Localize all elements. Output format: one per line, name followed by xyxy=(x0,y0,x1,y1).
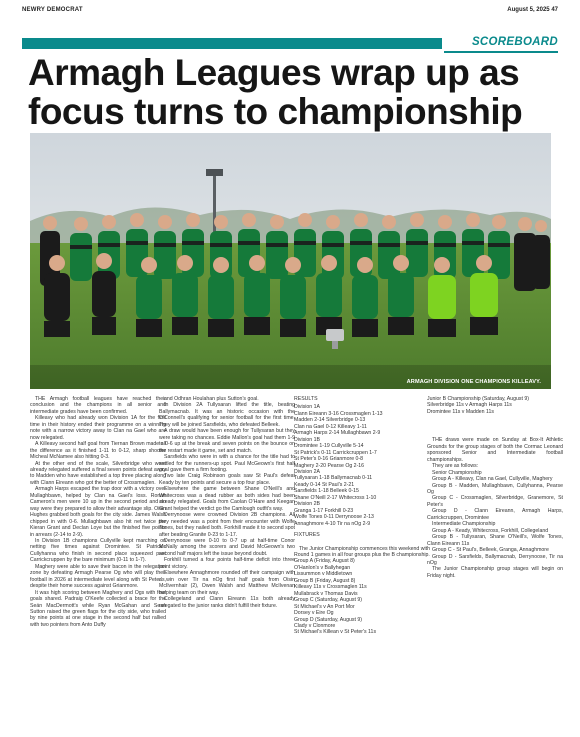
result-line: Shane O'Neill 2-17 Whitecross 1-10 xyxy=(294,494,377,501)
fixtures-list xyxy=(294,558,430,635)
publication-name: NEWRY DEMOCRAT xyxy=(22,7,83,13)
fixture-line: Killeavy 11s v Crossmaglen 11s xyxy=(294,584,367,591)
fixture-line: Group A (Friday, August 8) xyxy=(294,558,355,565)
headline: Armagh Leagues wrap up as focus turns to championship xyxy=(28,52,523,132)
article-paragraph: A draw would have been enough for Tullysaran but they were taking no chances. Eddie Mallon's goal had them 1-9 to 0-6 up at the break and seven points on the bounce on the restart made it game, set and match. xyxy=(159,428,295,454)
result-line: Keady 0-14 St Paul's 2-21 xyxy=(294,481,355,488)
fixture-line: Group D (Saturday, August 9) xyxy=(294,616,362,623)
article-paragraph: Collegeland and Clann Eireann 11s both already relegated to the junior ranks didn't fulfill their fixture. xyxy=(159,596,295,609)
result-line: Armagh Harps 2-14 Mullaghbawn 2-9 xyxy=(294,430,381,437)
result-line: Dromintee 1-19 Cullyville 5-14 xyxy=(294,443,364,450)
draws-intro: THE draws were made on Sunday at Box-It Athletic Grounds for the group stages of both the Cormac Leonard sponsored Senior and Intermediate football championships. xyxy=(427,437,563,463)
results-heading: RESULTS xyxy=(294,396,318,402)
team-photo xyxy=(30,133,551,389)
junior-b-line: Junior B Championship (Saturday, August 9) xyxy=(427,396,529,402)
article-paragraph: A Killeavy second half goal from Tiernan Brown made all the difference as it finished 1-11 to 0-12, sharp shooter Micheal McNamee also hitting 0-3. xyxy=(30,441,166,461)
section-title: SCOREBOARD xyxy=(471,36,558,48)
junior-b-line: Silverbridge 11s v Armagh Harps 11s xyxy=(427,402,512,409)
article-paragraph: Two late Craig Robinson goals saw St Paul's defeat Keady by ten points and secure a top four place. xyxy=(159,473,295,486)
draws-column xyxy=(427,396,563,579)
draws-line: Group A - Killeavy, Clan na Gael, Cullyville, Maghery xyxy=(432,476,553,483)
article-paragraph: Derrynoose were 0-10 to 0-7 up at half-time Conor McNally among the scorers and David McGeown's two second half majors left the issue beyond doubt. xyxy=(159,537,295,557)
fixtures-heading: FIXTURES xyxy=(294,532,320,539)
draws-line: Group D - Sarsfields, Ballymacnab, Derrynoose, Tir na nOg xyxy=(427,553,563,566)
result-line: Clan na Gael 0-12 Killeavy 1-11 xyxy=(294,423,367,430)
article-paragraph: It was high scoring between Maghery and Ogs with four goals shared. Padraig O'Keefe collected a brace for the Seán MacDermott's while Ryan McGahan and Sean Sutton raised the green flags for the city side, who trailed by nine points at one stage in the second half but rallied with two pointers from Anto Duffy xyxy=(30,589,166,628)
result-line: Clann Eireann 3-16 Crossmaglen 1-13 xyxy=(294,410,383,417)
result-line: Madden 2-14 Silverbridge 0-13 xyxy=(294,417,366,424)
section-bar xyxy=(22,38,442,49)
result-line: Annaghmore 4-10 Tir na nOg 2-9 xyxy=(294,520,371,527)
result-line: Division 2B xyxy=(294,501,320,508)
article-paragraph: Sarsfields who were in with a chance for the title had to settled for the runners-up spot. Paul McGeown's first half goal gave them a firm footing. xyxy=(159,454,295,473)
draws-line: Group D - Clann Eireann, Armagh Harps, Carrickcruppen, Dromintee xyxy=(427,508,563,521)
draws-line: Senior Championship xyxy=(432,469,482,476)
draws-line: Group B - Tullysaran, Shane O'Neill's, Wolfe Tones, Clann Eireann 11s xyxy=(427,534,563,547)
team-photo-illustration xyxy=(30,133,551,389)
fixture-line: Mullabrack v Thomas Davis xyxy=(294,590,358,597)
fixture-line: Group C (Saturday, August 9) xyxy=(294,597,362,604)
result-line: Sarsfields 1-18 Belleek 0-15 xyxy=(294,488,359,495)
article-paragraph: and Odhran Houlahan plus Sutton's goal. xyxy=(164,396,259,402)
fixture-line: Dorsey v Eire Og xyxy=(294,610,334,617)
article-paragraph: In Division 2A Tullysaran lifted the title, beating Ballymacnab. It was an historic occasion with the O'Connell's qualifying for senior football for the first time. They will be joined Sarsfields, who defeated Belleek. xyxy=(159,402,295,428)
fixture-line: Lissummon v Middletown xyxy=(294,571,353,578)
draws-line: They are as follows: xyxy=(432,463,479,470)
fixtures-intro: The Junior Championship commences this weekend with Round 1 games in all four groups plus the B championship. xyxy=(294,545,430,558)
article-paragraph: At the other end of the scale, Silverbridge who were already relegated suffered a final seven points defeat away to Madden who have established a top three placing along with Clann Eireann who got the better of Crossmaglen. xyxy=(30,460,166,486)
fixture-line: O'Hanlon's v Ballyhegan xyxy=(294,564,351,571)
article-paragraph: In Division 1B champions Cullyville kept marching on netting five times against Dromintee. St Patrick's Cullyhanna who finish in second place squeezed past Carrickcruppen by the bare minimum (0-11 to 1-7). xyxy=(30,537,166,564)
article-paragraph: THE Armagh football leagues have reached their conclusion and the champions in all senior and intermediate grades have been confirmed. xyxy=(30,396,166,415)
draws-line: Group A - Keady, Whitecross, Forkhill, Collegeland xyxy=(432,527,549,534)
result-line: Tullysaran 1-18 Ballymacnab 0-11 xyxy=(294,475,373,482)
results-list xyxy=(294,404,430,527)
result-line: Maghery 2-20 Pearse Og 2-16 xyxy=(294,462,365,469)
article-paragraph: Forkhill turned a four points half-time deficit into three point victory. xyxy=(159,557,295,570)
article-paragraph: Armagh Harps escaped the trap door with a victory over Mullaghbawn, helped by Clan na Gael's loss. Ronan Cameron's men were 10 up in the second period and no way were they prepared to allow their advantage slip. Oisin Hughes grabbed both goals for the city side. James Walsh chipped in with 0-6. Mullaghbawn also hit net twice per Kieran Grant and Declan Loye but the finished five points in arrears (2-14 to 2-9). xyxy=(30,486,166,538)
section-label xyxy=(444,36,558,53)
article-paragraph: Maghery were able to save their bacon in the relegation zone by defeating Armagh Pearse Og who will play their football in 2026 at intermediate level along with St Peter's, despite their home success against Grianmore. xyxy=(30,563,166,590)
draws-line: Group C - St Paul's, Belleek, Granga, Annaghmore xyxy=(432,547,549,554)
draws-line: The Junior Championship group stages will begin on Friday night. xyxy=(427,566,563,579)
fixture-line: Group B (Friday, August 8) xyxy=(294,577,356,584)
result-line: Division 1B xyxy=(294,436,320,443)
result-line: Granga 1-17 Forkhill 0-23 xyxy=(294,507,354,514)
photo-caption: ARMAGH DIVISION ONE CHAMPIONS KILLEAVY. xyxy=(406,379,541,385)
results-column xyxy=(294,396,430,636)
article-paragraph: Elsewhere Annaghmore rounded off their campaign with a win over Tir na nOg first half goals from Oisin McIlvernhair (2), Owen Walsh and Matthew McIlvenan helping team on their way. xyxy=(159,570,295,596)
result-line: Division 1A xyxy=(294,404,320,411)
article-paragraph: Derrynoose were crowned Division 2B champions. All they needed was a point from their encounter with Wolfe Tones, but they nailed both. Forkhill made it to second spot after beating Granite 0-23 to 1-17. xyxy=(159,512,295,538)
fixture-line: St Michael's v An Port Mor xyxy=(294,603,355,610)
article-paragraph: Killeavy who had already won Division 1A for the first time in their history ended their programme on a winning note with a narrow victory away to Clan na Gael who are now relegated. xyxy=(30,415,166,441)
result-line: St Patrick's 0-11 Carrickcruppen 1-7 xyxy=(294,449,377,456)
result-line: St Peter's 0-16 Grianmore 0-8 xyxy=(294,456,364,463)
article-column-2 xyxy=(159,396,295,609)
draws-line: Group B - Madden, Mullaghbawn, Cullyhanna, Pearse Og xyxy=(427,482,563,495)
date-page-number: August 5, 2025 47 xyxy=(507,7,558,13)
draws-line: Intermediate Championship xyxy=(432,521,496,528)
junior-b-line: Dromintee 11s v Madden 11s xyxy=(427,408,494,415)
result-line: Division 2A xyxy=(294,468,320,475)
fixture-line: Clady v Clonmore xyxy=(294,622,336,629)
result-line: Wolfe Tones 0-11 Derrynoose 2-13 xyxy=(294,514,374,521)
page-header xyxy=(22,4,558,16)
draws-line: Group C - Crossmaglen, Silverbridge, Granemore, St Peter's xyxy=(427,495,563,508)
article-column-1 xyxy=(30,396,166,628)
article-paragraph: Elsewhere the game between Shane O'Neill's and Whitecross was a dead rubber as both sides had been already relegated. Goals from Caolan O'Hare and Keegan Grant helped the verdict go the Camlough outfit's way. xyxy=(159,486,295,512)
fixture-line: St Michael's Killean v St Peter's 11s xyxy=(294,629,377,636)
